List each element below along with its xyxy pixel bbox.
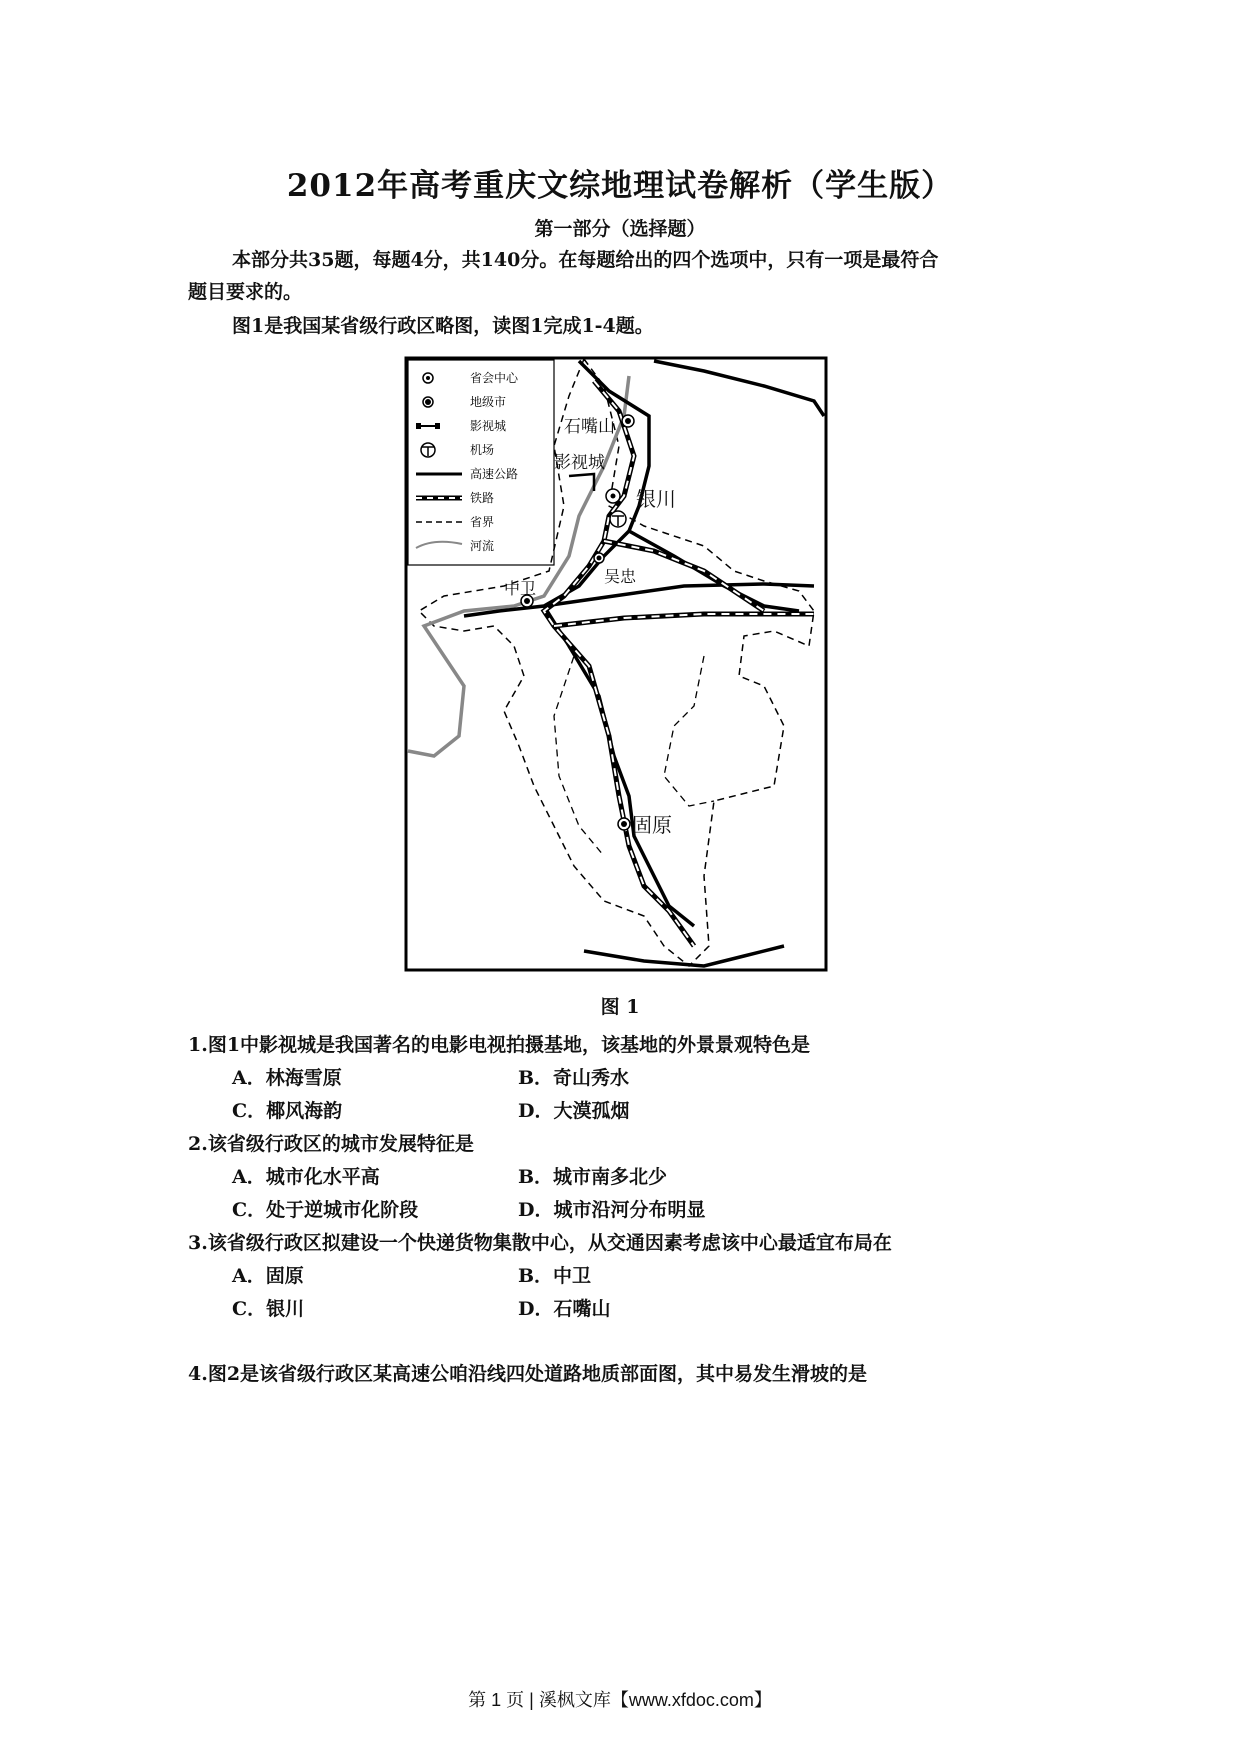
label-guyuan: 固原 [632, 813, 672, 837]
legend-label-city: 地级市 [470, 395, 507, 409]
q3-option-c: C．银川 [232, 1298, 305, 1320]
legend-label-highway: 高速公路 [470, 467, 519, 481]
city-guyuan-marker [618, 818, 630, 830]
q3-option-d: D．石嘴山 [518, 1298, 611, 1320]
intro-line-1: 本部分共35题，每题4分，共140分。在每题给出的四个选项中，只有一项是最符合 [232, 249, 939, 271]
figure-instruction [188, 310, 1068, 342]
q1-option-a: A．林海雪原 [232, 1067, 342, 1089]
figure-instruction-text: 图1是我国某省级行政区略图，读图1完成1-4题。 [232, 315, 654, 337]
q2-option-c: C．处于逆城市化阶段 [232, 1199, 419, 1221]
label-yinchuan: 银川 [636, 487, 676, 511]
q1-option-d: D．大漠孤烟 [518, 1100, 630, 1122]
question-4-stem: 4.图2是该省级行政区某高速公咱沿线四处道路地质部面图，其中易发生滑坡的是 [188, 1363, 868, 1385]
q2-option-d: D．城市沿河分布明显 [518, 1199, 706, 1221]
document-title: 2012年高考重庆文综地理试卷解析（学生版） [286, 168, 954, 204]
question-2-stem: 2.该省级行政区的城市发展特征是 [188, 1133, 474, 1155]
legend-label-capital: 省会中心 [470, 371, 519, 385]
legend-label-border: 省界 [470, 515, 495, 529]
figure-caption: 图 1 [600, 996, 640, 1018]
question-3-stem: 3.该省级行政区拟建设一个快递货物集散中心，从交通因素考虑该中心最适宜布局在 [188, 1232, 892, 1254]
q3-option-b: B．中卫 [518, 1265, 592, 1287]
legend-label-railway: 铁路 [470, 491, 495, 505]
q2-option-a: A．城市化水平高 [232, 1166, 380, 1188]
q3-option-a: A．固原 [232, 1265, 304, 1287]
label-wuzhong: 吴忠 [604, 567, 637, 586]
intro-paragraph [188, 244, 1068, 308]
q1-option-b: B．奇山秀水 [518, 1067, 630, 1089]
label-shizuishan: 石嘴山 [564, 417, 615, 437]
map-svg [404, 356, 829, 976]
q1-option-c: C．椰风海韵 [232, 1100, 343, 1122]
city-wuzhong-marker [594, 553, 604, 563]
question-1-stem: 1.图1中影视城是我国著名的电影电视拍摄基地，该基地的外景景观特色是 [188, 1034, 811, 1056]
page-footer: 第 1 页 | 溪枫文库【www.xfdoc.com】 [468, 1690, 772, 1710]
legend-label-river: 河流 [470, 539, 495, 553]
city-yinchuan-marker [606, 489, 620, 503]
label-zhongwei: 中卫 [504, 579, 537, 598]
section-heading: 第一部分（选择题） [534, 218, 706, 240]
province-map-figure [404, 356, 829, 976]
legend-label-film-city: 影视城 [470, 419, 507, 433]
city-shizuishan-marker [622, 415, 634, 427]
legend-box [408, 360, 554, 565]
legend-label-airport: 机场 [470, 443, 495, 457]
q2-option-b: B．城市南多北少 [518, 1166, 668, 1188]
label-film-city: 影视城 [554, 453, 605, 473]
airport-marker [610, 511, 626, 527]
intro-line-2: 题目要求的。 [188, 281, 303, 303]
